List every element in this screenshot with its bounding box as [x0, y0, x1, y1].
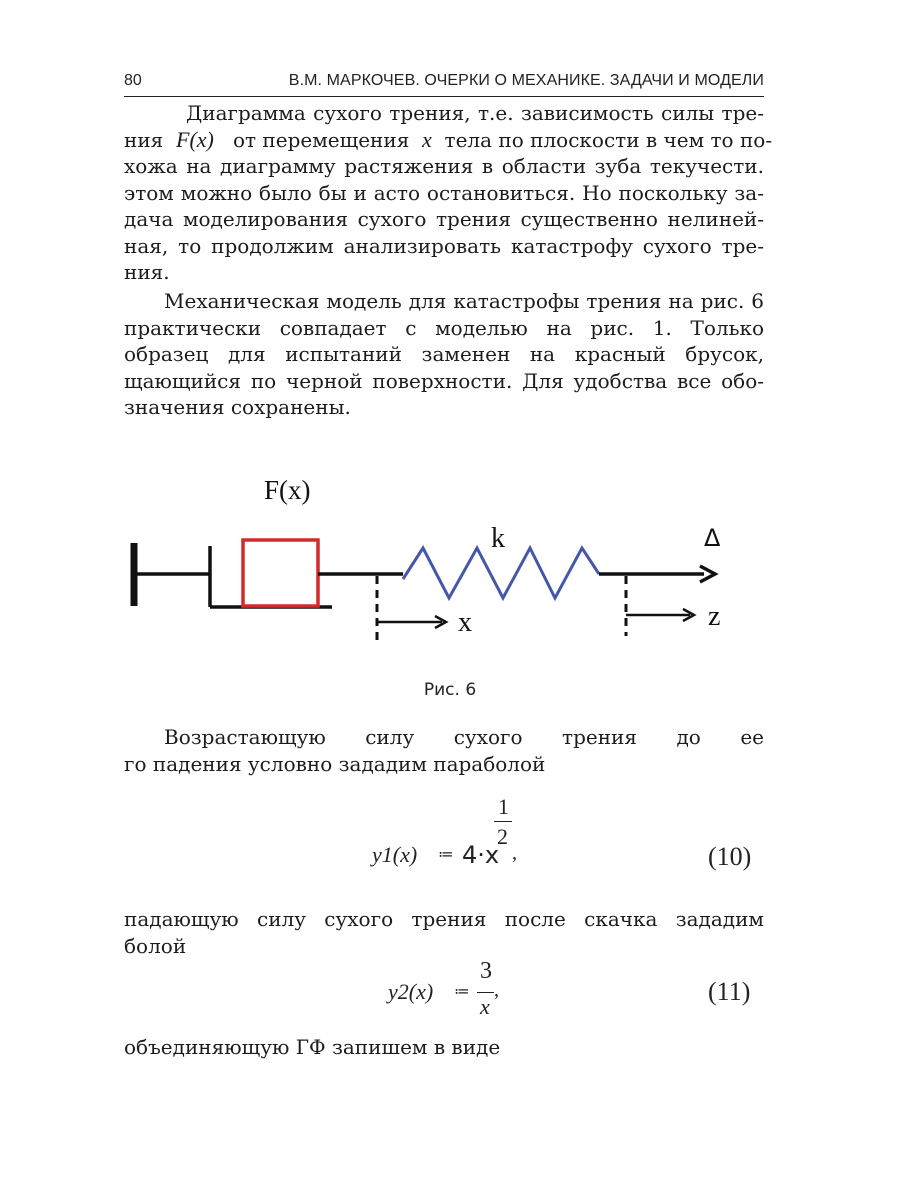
eq10-comma: , [512, 842, 517, 864]
equation-11 [388, 958, 528, 1028]
text-line: этом можно было бы и асто остановиться. Но поскольку за- [124, 180, 764, 205]
text-line: щающийся по черной поверхности. Для удобства все обо- [124, 368, 764, 393]
paragraph-mechanical-model [124, 288, 764, 421]
math-force-function: F(x) [176, 126, 214, 152]
text-line: ния. [124, 260, 170, 284]
figure-friction-model [110, 460, 790, 660]
eq11-numerator: 3 [480, 958, 492, 984]
text-line: Возрастающую силу сухого трения до ее [164, 725, 764, 749]
text-line: хожа на диаграмму растяжения в области зуба текучести. [124, 154, 764, 178]
eq10-coefficient: 4·x [462, 841, 500, 869]
text-line: объединяющую ГФ запишем в виде [124, 1035, 501, 1059]
running-header [124, 70, 764, 97]
spring-k [403, 548, 599, 598]
equation-10-number: (10) [708, 842, 752, 871]
eq11-assign: ≔ [454, 984, 470, 1000]
eq11-lhs: y2(x) [388, 979, 434, 1004]
text-line: падающую силу сухого трения после скачка зададим [124, 907, 764, 931]
text-line: практически совпадает с моделью на рис. 1. Только [124, 315, 764, 340]
paragraph-dry-friction-diagram [124, 100, 773, 286]
text-line: Диаграмма сухого трения, т.е. зависимость силы тре- [186, 101, 764, 125]
label-spring-k: k [491, 523, 505, 554]
eq10-assign: ≔ [438, 847, 454, 863]
equation-10 [372, 794, 532, 884]
text-line: ная, то продолжим анализировать катастрофу сухого тре- [124, 233, 764, 258]
figure-caption: Рис. 6 [423, 680, 477, 700]
running-title: В.М. МАРКОЧЕВ. ОЧЕРКИ О МЕХАНИКЕ. ЗАДАЧИ И МОДЕЛИ [288, 72, 764, 89]
text-line: ния F(x) от перемещения x тела по плоскости в чем то по- [124, 126, 773, 152]
text-line: дача моделирования сухого трения существенно нелиней- [124, 207, 764, 231]
label-z: z [708, 601, 721, 632]
eq11-denominator: x [480, 994, 490, 1019]
paragraph-hyperbola [124, 906, 764, 959]
eq11-fraction-bar [477, 992, 494, 993]
text-line: образец для испытаний заменен на красный брусок, [124, 342, 764, 366]
red-block [243, 540, 318, 606]
eq10-exponent-denominator: 2 [497, 824, 508, 849]
paragraph-parabola [124, 724, 764, 777]
label-delta: Δ [704, 524, 721, 552]
label-force: F(x) [264, 475, 311, 505]
equation-11-number: (11) [708, 977, 751, 1006]
math-variable-x: x [422, 126, 432, 152]
text-line: Механическая модель для катастрофы трения на рис. 6 [164, 289, 764, 313]
eq11-comma: , [494, 979, 499, 1001]
eq10-exponent-fraction-bar [494, 821, 512, 822]
text-line: значения сохранены. [124, 395, 351, 419]
eq10-lhs: y1(x) [372, 842, 418, 867]
paragraph-combined-function [124, 1034, 764, 1061]
label-x: x [458, 607, 472, 638]
page-number: 80 [124, 72, 142, 89]
text-line: болой [124, 933, 187, 958]
eq10-exponent-numerator: 1 [498, 794, 509, 819]
text-line: го падения условно зададим параболой [124, 751, 546, 776]
